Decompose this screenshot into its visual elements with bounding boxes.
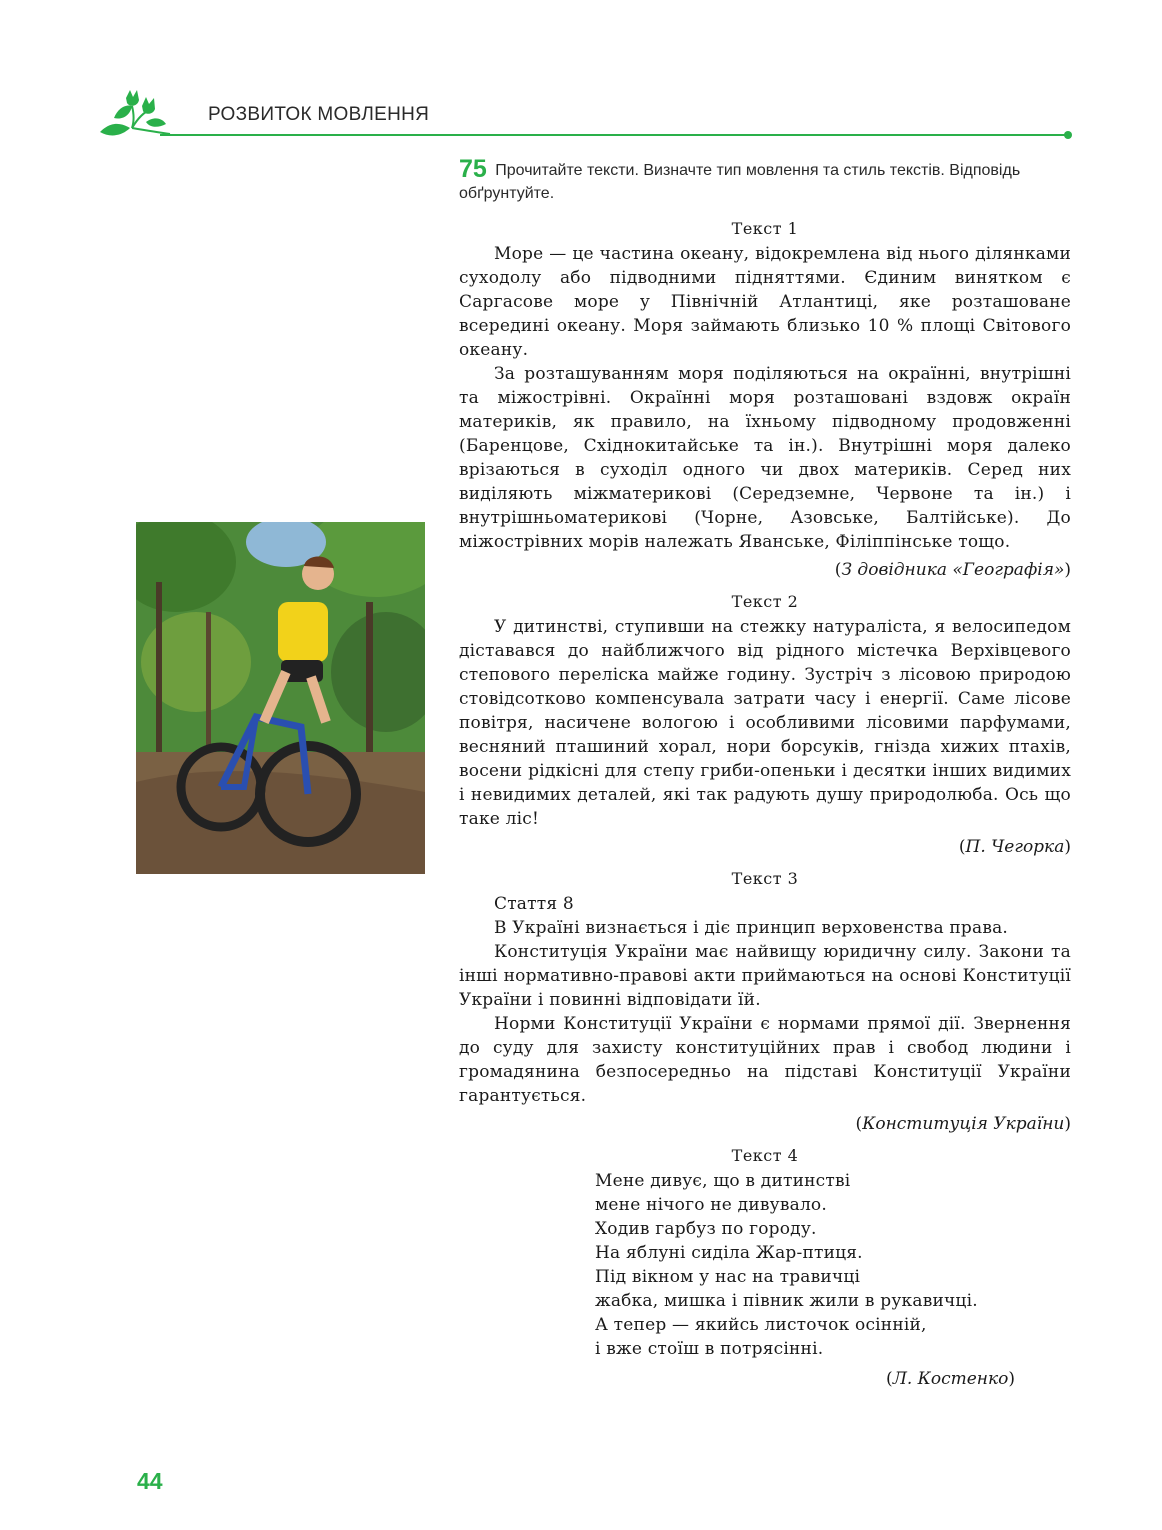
text-1-heading: Текст 1 bbox=[731, 219, 799, 238]
poem-line: і вже стоїш в потрясінні. bbox=[595, 1339, 824, 1359]
text-2-source: (П. Чегорка) bbox=[958, 837, 1071, 857]
poem-line: мене нічого не дивувало. bbox=[595, 1195, 827, 1215]
text-4-source: (Л. Костенко) bbox=[886, 1369, 1015, 1389]
poem-line: жабка, мишка і півник жили в рукавичці. bbox=[595, 1291, 978, 1311]
section-title: РОЗВИТОК МОВЛЕННЯ bbox=[208, 104, 430, 125]
page-number: 44 bbox=[137, 1468, 163, 1494]
text-2-heading: Текст 2 bbox=[731, 592, 799, 611]
header-divider-dot bbox=[1064, 131, 1072, 139]
text-3-heading: Текст 3 bbox=[731, 869, 799, 888]
text-1-paragraph-1: Море — це частина океану, відокремлена від нього ділянками суходолу або підводними підняттями. Єдиним винятком є Саргасове море у Північній Атлантиці, яке розташоване всередині океану. Моря займають близько 10 % площі Світового океану. bbox=[459, 244, 1071, 360]
text-3-paragraph-1: В Україні визнається і діє принцип верховенства права. bbox=[494, 918, 1009, 938]
text-4-poem bbox=[595, 1169, 1015, 1391]
text-3-paragraph-3: Норми Конституції України є нормами прямої дії. Звернення до суду для захисту конституційних прав і свобод людини і громадянина безпосередньо на підставі Конституції України гарантується. bbox=[459, 1014, 1071, 1106]
main-content bbox=[459, 155, 1071, 1391]
poem-line: Під вікном у нас на травичці bbox=[595, 1267, 861, 1287]
text-2-paragraph-1: У дитинстві, ступивши на стежку натураліста, я велосипедом діставався до найближчого від рідного містечка Верхівцевого степового переліска майже годину. Зустріч з лісовою природою стовідсотково компенсувала затрати часу і енергії. Саме лісове повітря, насичене вологою і особливими лісовими парфумами, весняний пташиний хорал, нори борсуків, гнізда хижих птахів, восени рідкісні для степу гриби-опеньки і десятки інших видимих і невидимих деталей, які так радують душу природолюба. Ось що таке ліс! bbox=[459, 617, 1071, 829]
poem-line: На яблуні сиділа Жар-птиця. bbox=[595, 1243, 863, 1263]
text-3-paragraph-2: Конституція України має найвищу юридичну силу. Закони та інші нормативно-правові акти приймаються на основі Конституції України і повинні відповідати їй. bbox=[459, 942, 1071, 1010]
text-3-source: (Конституція України) bbox=[855, 1114, 1071, 1134]
task-instruction bbox=[459, 155, 1071, 205]
poem-line: А тепер — якийсь листочок осінній, bbox=[595, 1315, 927, 1335]
poem-line: Ходив гарбуз по городу. bbox=[595, 1219, 817, 1239]
poem-line: Мене дивує, що в дитинстві bbox=[595, 1171, 851, 1191]
task-number: 75 bbox=[459, 155, 487, 183]
boy-on-bicycle-photo-icon bbox=[136, 522, 425, 874]
text-1-paragraph-2: За розташуванням моря поділяються на окраїнні, внутрішні та міжострівні. Окраїнні моря розташовані вздовж окраїн материків, як правило, на їхньому підводному продовженні (Баренцове, Східнокитайське та ін.). Внутрішні моря далеко врізаються в суходіл одного чи двох материків. Серед них виділяють міжматерикові (Середземне, Червоне та ін.) і внутрішньоматерикові (Чорне, Азовське, Балтійське). До міжострівних морів належать Яванське, Філіппінське тощо. bbox=[459, 364, 1071, 552]
text-1-source: (З довідника «Географія») bbox=[834, 560, 1071, 580]
task-instruction-text: Прочитайте тексти. Визначте тип мовлення та стиль текстів. Відповідь обґрунтуйте. bbox=[459, 162, 1021, 202]
header-divider bbox=[160, 134, 1069, 136]
text-4-heading: Текст 4 bbox=[731, 1146, 799, 1165]
text-3-article: Стаття 8 bbox=[494, 894, 574, 914]
